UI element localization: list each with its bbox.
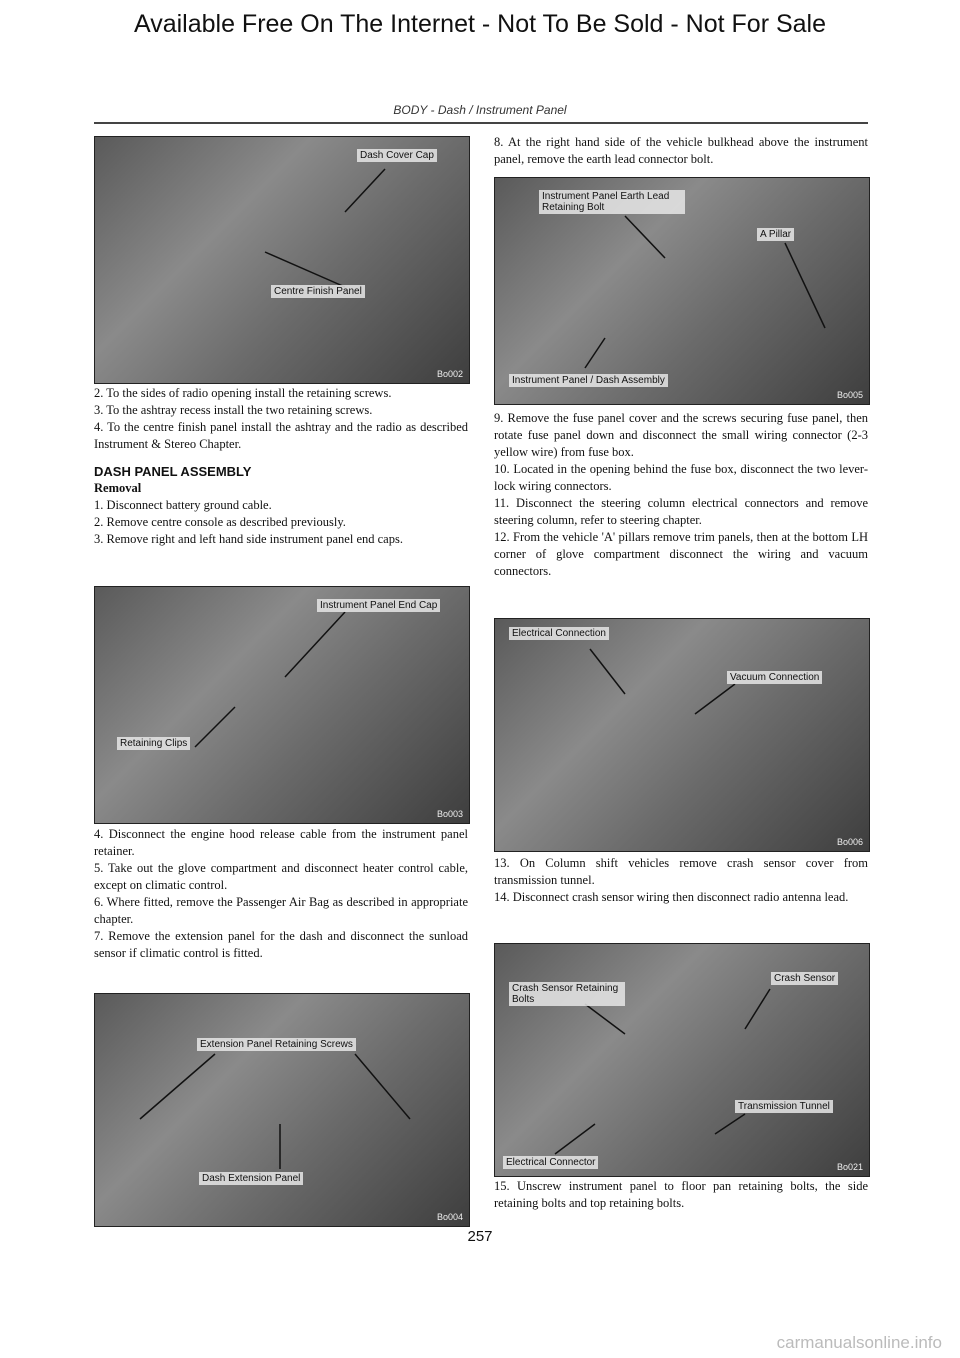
photo-label: Dash Extension Panel <box>199 1172 303 1185</box>
photo-label: Instrument Panel / Dash Assembly <box>509 374 668 387</box>
photo-extension-panel <box>94 993 470 1227</box>
step-text: 2. To the sides of radio opening install the retaining screws. <box>94 386 392 400</box>
step-text: 13. On Column shift vehicles remove crash sensor cover from transmission tunnel. <box>494 856 868 887</box>
photo-label: Instrument Panel End Cap <box>317 599 440 612</box>
photo-code: Bo003 <box>436 809 463 819</box>
photo-extension-panel-arrows <box>95 994 469 1226</box>
right-text-d <box>494 1178 868 1212</box>
photo-code: Bo004 <box>436 1212 463 1222</box>
page-header: BODY - Dash / Instrument Panel <box>393 103 567 117</box>
photo-label: Dash Cover Cap <box>357 149 437 162</box>
right-text-a <box>494 134 868 168</box>
photo-dash-cover <box>94 136 470 384</box>
photo-dash-cover-arrows <box>95 137 469 383</box>
left-text-a <box>94 385 468 548</box>
step-text: 4. To the centre finish panel install the ashtray and the radio as described Instrument & Stereo Chapter. <box>94 420 468 451</box>
step-text: 11. Disconnect the steering column electrical connectors and remove steering column, refer to steering chapter. <box>494 496 868 527</box>
step-text: 3. Remove right and left hand side instrument panel end caps. <box>94 532 403 546</box>
photo-label: Electrical Connector <box>503 1156 598 1169</box>
header-rule <box>94 122 868 124</box>
step-text: 5. Take out the glove compartment and disconnect heater control cable, except on climatic control. <box>94 861 468 892</box>
section-subheading: Removal <box>94 481 142 495</box>
photo-label: Centre Finish Panel <box>271 285 365 298</box>
step-text: 7. Remove the extension panel for the dash and disconnect the sunload sensor if climatic control is fitted. <box>94 929 468 960</box>
right-text-c <box>494 855 868 906</box>
step-text: 15. Unscrew instrument panel to floor pan retaining bolts, the side retaining bolts and top retaining bolts. <box>494 1179 868 1210</box>
photo-label: Electrical Connection <box>509 627 609 640</box>
step-text: 12. From the vehicle 'A' pillars remove trim panels, then at the bottom LH corner of glove compartment disconnect the wiring and vacuum connectors. <box>494 530 868 578</box>
photo-glove-connectors <box>494 618 870 852</box>
photo-code: Bo002 <box>436 369 463 379</box>
photo-code: Bo006 <box>836 837 863 847</box>
photo-code: Bo021 <box>836 1162 863 1172</box>
watermark: carmanualsonline.info <box>776 1333 942 1352</box>
step-text: 8. At the right hand side of the vehicle bulkhead above the instrument panel, remove the earth lead connector bolt. <box>494 135 868 166</box>
step-text: 1. Disconnect battery ground cable. <box>94 498 272 512</box>
photo-label: Instrument Panel Earth Lead Retaining Bolt <box>539 190 685 214</box>
photo-end-cap-arrows <box>95 587 469 823</box>
step-text: 4. Disconnect the engine hood release cable from the instrument panel retainer. <box>94 827 468 858</box>
photo-earth-lead <box>494 177 870 405</box>
photo-label: Transmission Tunnel <box>735 1100 833 1113</box>
banner: Available Free On The Internet - Not To Be Sold - Not For Sale <box>133 10 827 38</box>
photo-label: Vacuum Connection <box>727 671 822 684</box>
step-text: 3. To the ashtray recess install the two retaining screws. <box>94 403 373 417</box>
step-text: 6. Where fitted, remove the Passenger Air Bag as described in appropriate chapter. <box>94 895 468 926</box>
photo-glove-connectors-arrows <box>495 619 869 851</box>
photo-label: Retaining Clips <box>117 737 190 750</box>
step-text: 2. Remove centre console as described previously. <box>94 515 346 529</box>
photo-label: Crash Sensor Retaining Bolts <box>509 982 625 1006</box>
section-heading: DASH PANEL ASSEMBLY <box>94 464 252 479</box>
photo-label: A Pillar <box>757 228 794 241</box>
photo-label: Crash Sensor <box>771 972 838 985</box>
right-text-b <box>494 410 868 580</box>
photo-label: Extension Panel Retaining Screws <box>197 1038 356 1051</box>
photo-code: Bo005 <box>836 390 863 400</box>
photo-crash-sensor <box>494 943 870 1177</box>
photo-end-cap <box>94 586 470 824</box>
step-text: 14. Disconnect crash sensor wiring then disconnect radio antenna lead. <box>494 890 849 904</box>
step-text: 10. Located in the opening behind the fuse box, disconnect the two lever-lock wiring connectors. <box>494 462 868 493</box>
step-text: 9. Remove the fuse panel cover and the screws securing fuse panel, then rotate fuse panel down and disconnect the small wiring connector (2-3 yellow wire) from fuse box. <box>494 411 868 459</box>
page-number: 257 <box>467 1228 493 1245</box>
left-text-c <box>94 826 468 962</box>
